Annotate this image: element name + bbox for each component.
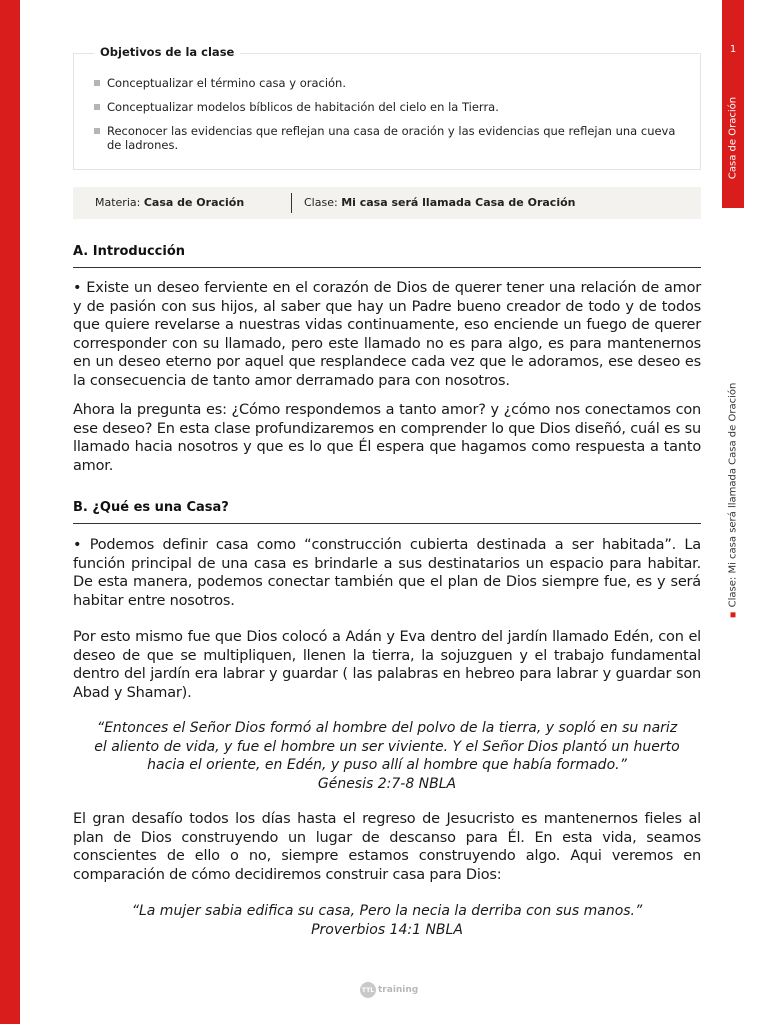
meta-divider xyxy=(291,193,292,213)
square-bullet-icon xyxy=(94,104,100,110)
section-a-paragraph-1: • Existe un deseo ferviente en el corazón de Dios de querer tener una relación de amor y de pasión con sus hijos, al saber que hay un Padre bueno creador de todo y de todos que quiere revelarse a nuestras vidas continuamente, eso enciende un fuego de querer corresponder con su llamado, pero este llamado no es para algo, es para mantenernos en un deseo eterno por aquel que resplandece cada vez que le adoramos, ese deseo es la consecuencia de tanto amor derramado para con nosotros. xyxy=(73,280,701,389)
objective-item xyxy=(94,100,684,114)
materia-value: Casa de Oración xyxy=(143,196,245,209)
quote-reference: Proverbios 14:1 NBLA xyxy=(311,921,463,938)
class-meta-bar xyxy=(73,187,701,219)
side-running-header xyxy=(728,383,739,618)
quote-reference: Génesis 2:7-8 NBLA xyxy=(317,775,457,792)
square-bullet-icon xyxy=(94,128,100,134)
materia-label: Materia: xyxy=(95,196,141,209)
objective-text: Conceptualizar modelos bíblicos de habitación del cielo en la Tierra. xyxy=(107,100,499,114)
quote-line: hacia el oriente, en Edén, y puso allí al hombre que había formado.” xyxy=(147,757,627,773)
section-a-paragraph-2: Ahora la pregunta es: ¿Cómo respondemos a tanto amor? y ¿cómo nos conectamos con ese deseo? En esta clase profundizaremos en comprender lo que Dios diseñó, cuál es su llamado hacia nosotros y que es lo que Él espera que hagamos como respuesta a tanto amor. xyxy=(73,402,701,474)
page-number: 1 xyxy=(729,44,737,55)
section-b-paragraph-1: • Podemos definir casa como “construcción cubierta destinada a ser habitada”. La función principal de una casa es brindarle a sus destinatarios un espacio para habitar. De esta manera, podemos conectar también que el plan de Dios siempre fue, es y será habitar entre nosotros. xyxy=(73,537,701,609)
objective-text: Conceptualizar el término casa y oración. xyxy=(107,76,347,90)
objective-item xyxy=(94,124,684,152)
objective-item xyxy=(94,76,684,90)
section-b-heading: B. ¿Qué es una Casa? xyxy=(73,500,229,515)
clase-label: Clase: xyxy=(304,196,338,209)
genesis-quote xyxy=(73,719,701,793)
clase-field xyxy=(304,196,575,209)
objectives-box xyxy=(73,45,701,170)
section-a-rule xyxy=(73,267,701,268)
logo-wordmark: training xyxy=(378,985,419,995)
square-bullet-icon xyxy=(731,612,736,617)
footer-logo xyxy=(360,982,418,998)
materia-field xyxy=(95,196,244,209)
square-bullet-icon xyxy=(94,80,100,86)
proverbs-quote xyxy=(73,902,701,939)
objectives-list xyxy=(94,76,684,162)
objectives-title: Objetivos de la clase xyxy=(94,45,240,59)
objective-text: Reconocer las evidencias que reflejan una casa de oración y las evidencias que reflejan una cueva de ladrones. xyxy=(107,124,676,152)
clase-value: Mi casa será llamada Casa de Oración xyxy=(341,196,576,209)
left-accent-bar xyxy=(0,0,20,1024)
section-b-rule xyxy=(73,523,701,524)
section-b-paragraph-3: El gran desafío todos los días hasta el regreso de Jesucristo es mantenernos fieles al plan de Dios construyendo un lugar de descanso para Él. En esta vida, seamos conscientes de ello o no, siempre estamos construyendo algo. Aqui veremos en comparación de cómo decidiremos construir casa para Dios: xyxy=(73,811,701,883)
ttl-logo-icon: TTL xyxy=(360,982,376,998)
quote-text: “La mujer sabia edifica su casa, Pero la necia la derriba con sus manos.” xyxy=(131,903,643,919)
quote-line: el aliento de vida, y fue el hombre un ser viviente. Y el Señor Dios plantó un huerto xyxy=(94,738,680,755)
chapter-tab-label: Casa de Oración xyxy=(727,96,739,180)
side-running-text: Clase: Mi casa será llamada Casa de Oración xyxy=(727,382,739,608)
section-b-paragraph-2: Por esto mismo fue que Dios colocó a Adán y Eva dentro del jardín llamado Edén, con el deseo de que se multipliquen, llenen la tierra, la sojuzguen y el trabajo fundamental dentro del jardín era labrar y guardar ( las palabras en hebreo para labrar y guardar son Abad y Shamar). xyxy=(73,629,701,701)
section-a-heading: A. Introducción xyxy=(73,244,186,259)
quote-line: “Entonces el Señor Dios formó al hombre del polvo de la tierra, y sopló en su nariz xyxy=(96,720,678,736)
